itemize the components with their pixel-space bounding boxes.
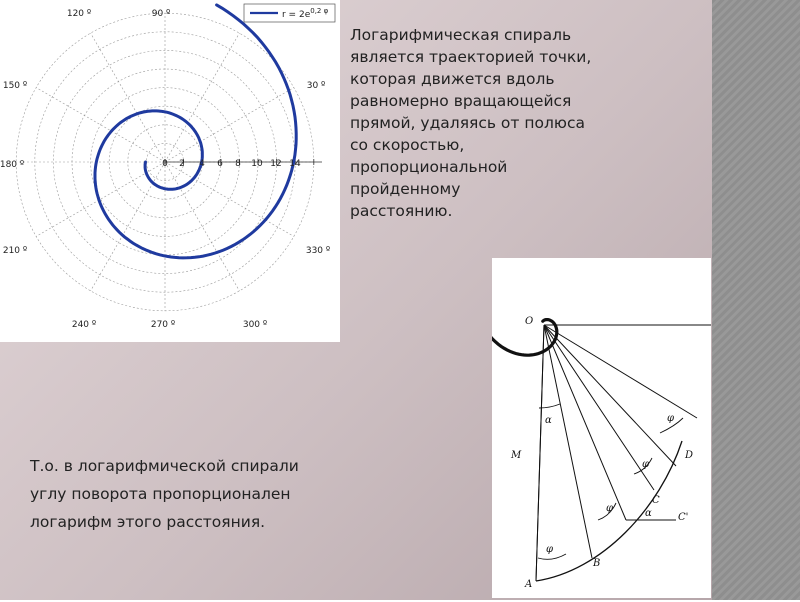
radial-label-14: 14	[289, 159, 301, 169]
label-phi-2: φ	[642, 459, 650, 470]
radial-label-10: 10	[251, 159, 263, 169]
angle-label-210: 210 º	[2, 246, 28, 256]
ray-line	[544, 325, 592, 558]
label-A: A	[525, 579, 533, 590]
grid-spoke	[165, 88, 294, 162]
spiral-curve	[95, 5, 296, 258]
radial-label-4: 4	[199, 159, 205, 169]
angle-label-270: 270 º	[150, 320, 176, 330]
ray-line	[544, 325, 626, 520]
radial-label-12: 12	[270, 159, 282, 169]
polar-plot	[0, 0, 340, 342]
angle-label-150: 150 º	[2, 81, 28, 91]
radial-label-2: 2	[179, 159, 185, 169]
angle-arc-alpha	[539, 404, 560, 408]
legend-formula: $r = 2e^{0,2 \varphi}$	[282, 7, 329, 20]
construction-rays	[536, 325, 697, 581]
construction-drawing	[492, 258, 711, 598]
label-M: M	[511, 450, 522, 461]
label-phi-3: φ	[606, 503, 614, 514]
angle-label-90: 90 º	[151, 9, 171, 19]
description-text: Логарифмическая спираль является траекторией точки, которая движется вдоль равномерно вращающейся прямой, удаляясь от полюса со скоростью, пропорциональной пройденному расстоянию.	[350, 26, 592, 220]
angle-label-300: 300 º	[242, 320, 268, 330]
label-D: D	[685, 450, 694, 461]
label-alpha-bottom: α	[645, 508, 652, 519]
label-C-prime: C'	[678, 512, 689, 523]
radial-label-0: 0	[162, 159, 168, 169]
angle-label-180: 180 º	[0, 160, 25, 170]
label-phi-4: φ	[546, 544, 554, 555]
ray-line	[544, 325, 676, 466]
label-C: C	[652, 495, 660, 506]
radial-label-6: 6	[217, 159, 223, 169]
side-stripe	[712, 0, 800, 600]
vertical-axis	[536, 325, 544, 581]
label-alpha-top: α	[545, 415, 552, 426]
radial-label-8: 8	[235, 159, 241, 169]
angle-label-330: 330 º	[305, 246, 331, 256]
label-phi-1: φ	[667, 413, 675, 424]
angle-label-240: 240 º	[71, 320, 97, 330]
angle-label-30: 30 º	[306, 81, 326, 91]
plot-legend	[244, 4, 335, 22]
label-B: B	[593, 558, 601, 569]
ray-line	[544, 325, 697, 418]
angle-label-120: 120 º	[66, 9, 92, 19]
grid-spoke	[165, 162, 294, 236]
grid-spoke	[91, 162, 165, 291]
label-O: O	[525, 316, 534, 327]
polar-plot-panel	[0, 0, 340, 342]
construction-drawing-panel	[492, 258, 711, 598]
conclusion-text: Т.о. в логарифмической спирали углу поворота пропорционален логарифм этого расстояния.	[30, 457, 299, 531]
